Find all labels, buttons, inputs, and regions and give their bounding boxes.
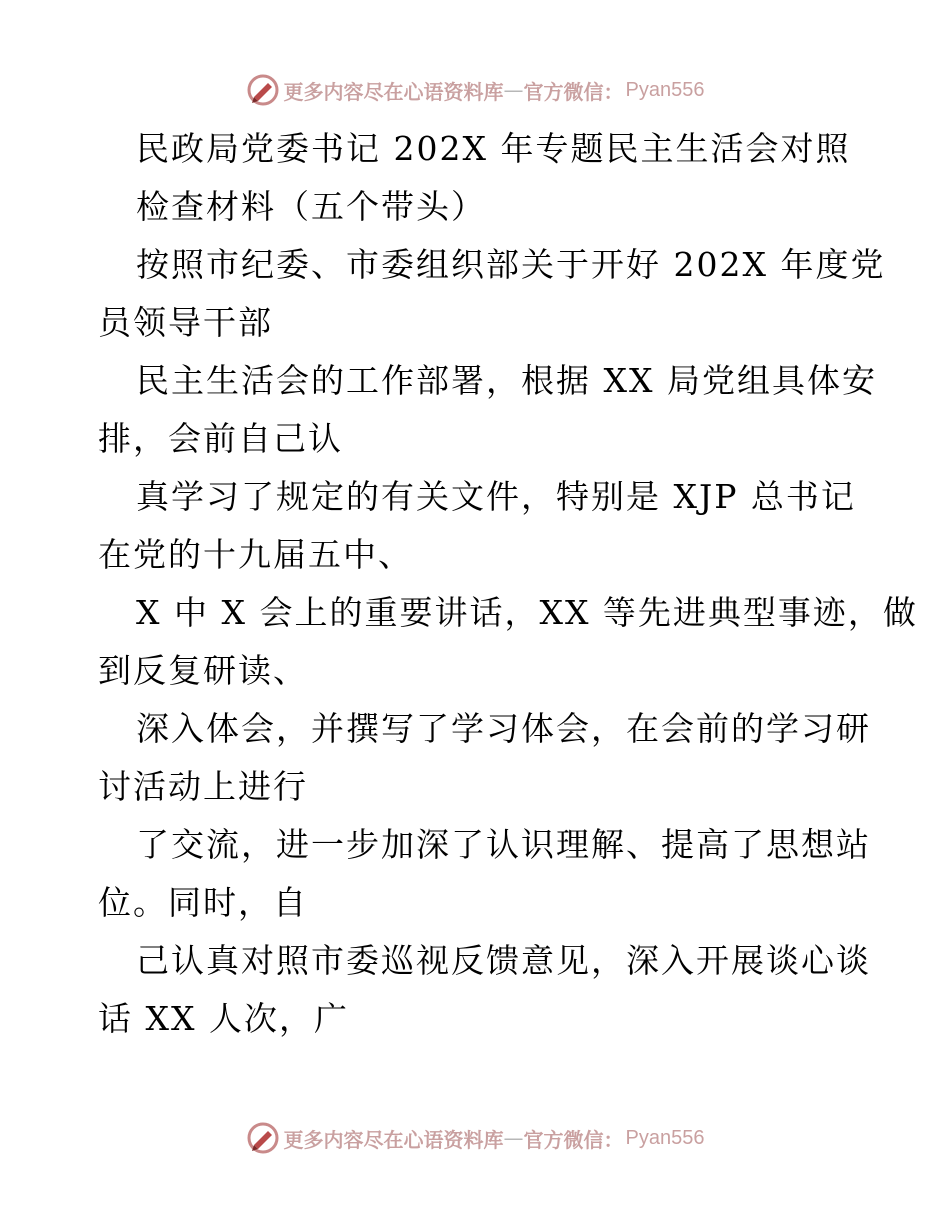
text-line: 员领导干部 (98, 303, 273, 342)
watermark-separator: — (503, 1126, 524, 1150)
text-line: 在党的十九届五中、 (98, 535, 413, 574)
watermark-label: 官方微信： (523, 79, 624, 104)
watermark-label: 官方微信： (523, 1127, 624, 1152)
text-line: 真学习了规定的有关文件，特别是 XJP 总书记 (136, 477, 856, 516)
text-line: 话 XX 人次，广 (98, 999, 349, 1038)
pen-logo-icon (246, 1121, 280, 1155)
text-line: 检查材料（五个带头） (136, 187, 486, 226)
watermark-separator: — (503, 78, 524, 102)
text-line: X 中 X 会上的重要讲话，XX 等先进典型事迹，做 (136, 593, 918, 632)
watermark-text: 更多内容尽在心语资料库 (283, 1127, 504, 1152)
watermark-text: 更多内容尽在心语资料库 (283, 79, 504, 104)
text-line: 位。同时，自 (98, 883, 308, 922)
text-line: 民政局党委书记 202X 年专题民主生活会对照 (136, 129, 851, 168)
text-line: 民主生活会的工作部署，根据 XX 局党组具体安 (136, 361, 877, 400)
watermark-id: Pyan556 (625, 78, 705, 101)
text-line: 深入体会，并撰写了学习体会，在会前的学习研 (136, 709, 871, 748)
text-line: 讨活动上进行 (98, 767, 308, 806)
text-line: 按照市纪委、市委组织部关于开好 202X 年度党 (136, 245, 886, 284)
header-watermark (0, 70, 950, 110)
document-body (98, 120, 918, 1048)
pen-logo-icon (246, 73, 280, 107)
footer-watermark (0, 1118, 950, 1158)
text-line: 排，会前自己认 (98, 419, 343, 458)
text-line: 到反复研读、 (98, 651, 308, 690)
text-line: 己认真对照市委巡视反馈意见，深入开展谈心谈 (136, 941, 871, 980)
watermark-id: Pyan556 (625, 1126, 705, 1149)
text-line: 了交流，进一步加深了认识理解、提高了思想站 (136, 825, 871, 864)
